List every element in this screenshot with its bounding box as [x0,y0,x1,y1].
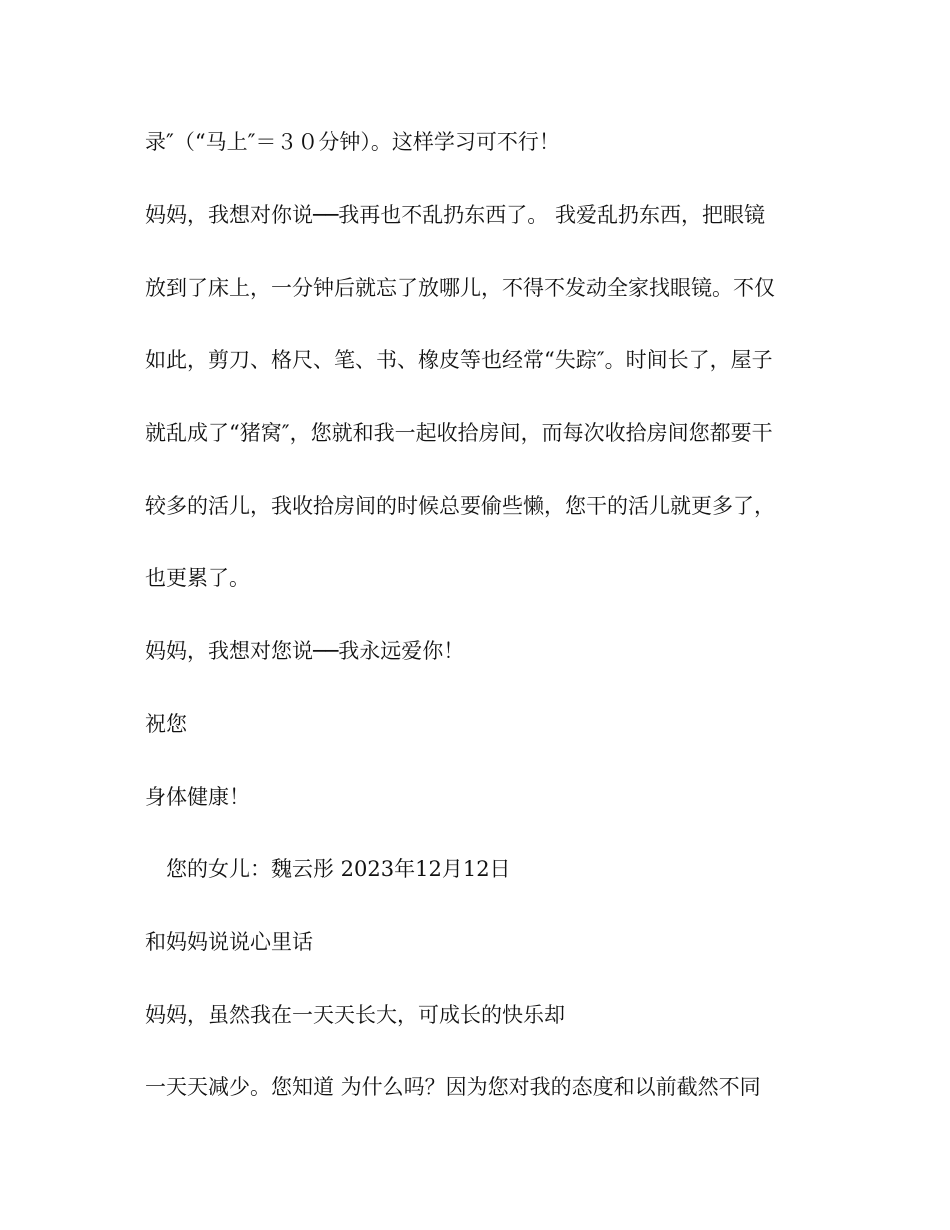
body-text-line: 录″（“马上″＝３０分钟）。这样学习可不行！ [145,130,560,154]
body-text-line: 就乱成了“猪窝″，您就和我一起收拾房间，而每次收拾房间您都要干 [145,421,773,445]
section-title: 和妈妈说说心里话 [145,930,313,954]
body-text-line: 妈妈，我想对你说──我再也不乱扔东西了。 我爱乱扔东西，把眼镜 [145,203,765,227]
body-text-line: 放到了床上，一分钟后就忘了放哪儿，不得不发动全家找眼镜。不仅 [145,276,775,300]
body-text-line: 如此，剪刀、格尺、笔、书、橡皮等也经常“失踪″。时间长了，屋子 [145,348,773,372]
body-text-line: 也更累了。 [145,566,250,590]
closing-wish: 身体健康！ [145,785,250,809]
body-text-line: 较多的活儿，我收拾房间的时候总要偷些懒，您干的活儿就更多了， [145,494,775,518]
signature-line: 您的女儿：魏云彤 2023年12月12日 [166,857,511,881]
body-text-line: 妈妈，我想对您说──我永远爱你！ [145,639,465,663]
closing-greeting: 祝您 [145,712,187,736]
body-text-line: 妈妈，虽然我在一天天长大，可成长的快乐却 [145,1003,565,1027]
body-text-line: 一天天减少。您知道 为什么吗？因为您对我的态度和以前截然不同 [145,1075,761,1099]
